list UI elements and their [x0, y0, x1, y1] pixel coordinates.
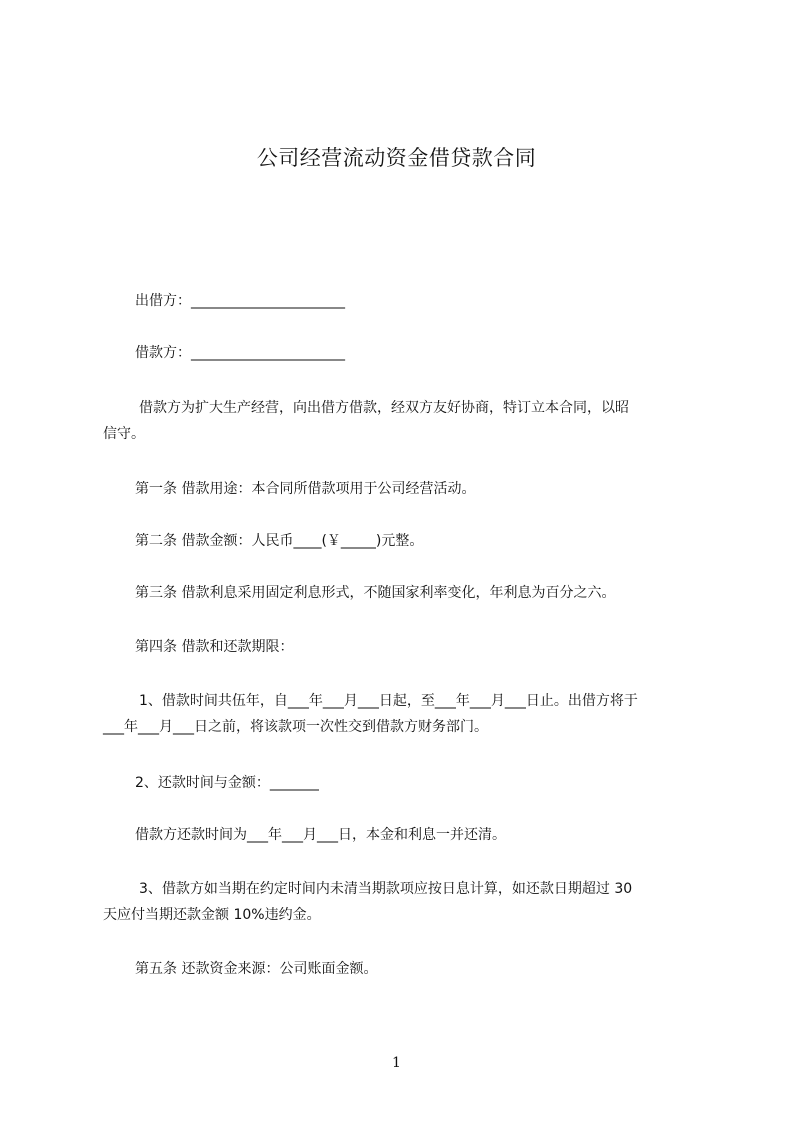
borrower-line: 借款方：______________________ [135, 345, 345, 361]
lender-line: 出借方：______________________ [135, 293, 345, 309]
item-3-line-2: 天应付当期还款金额 10%违约金。 [103, 907, 321, 923]
page-number: 1 [392, 1055, 401, 1071]
item-1-line-2: ___年___月___日之前，将该款项一次性交到借款方财务部门。 [103, 719, 488, 735]
article-2: 第二条 借款金额：人民币____(￥_____)元整。 [135, 533, 424, 549]
article-4: 第四条 借款和还款期限： [135, 639, 294, 655]
article-5: 第五条 还款资金来源：公司账面金额。 [135, 961, 378, 977]
item-2: 2、还款时间与金额：_______ [135, 775, 319, 791]
article-3: 第三条 借款利息采用固定利息形式，不随国家利率变化，年利息为百分之六。 [135, 585, 616, 601]
intro-line-2: 信守。 [103, 426, 145, 442]
article-1: 第一条 借款用途：本合同所借款项用于公司经营活动。 [135, 481, 476, 497]
item-2-detail: 借款方还款时间为___年___月___日，本金和利息一并还清。 [135, 827, 506, 843]
item-3-line-1: 3、借款方如当期在约定时间内未清当期款项应按日息计算，如还款日期超过 30 [139, 881, 633, 897]
item-1-line-1: 1、借款时间共伍年，自___年___月___日起，至___年___月___日止。出借方将于 [139, 693, 638, 709]
intro-line-1: 借款方为扩大生产经营，向出借方借款，经双方友好协商，特订立本合同，以昭 [139, 400, 629, 416]
document-title: 公司经营流动资金借贷款合同 [256, 146, 537, 170]
